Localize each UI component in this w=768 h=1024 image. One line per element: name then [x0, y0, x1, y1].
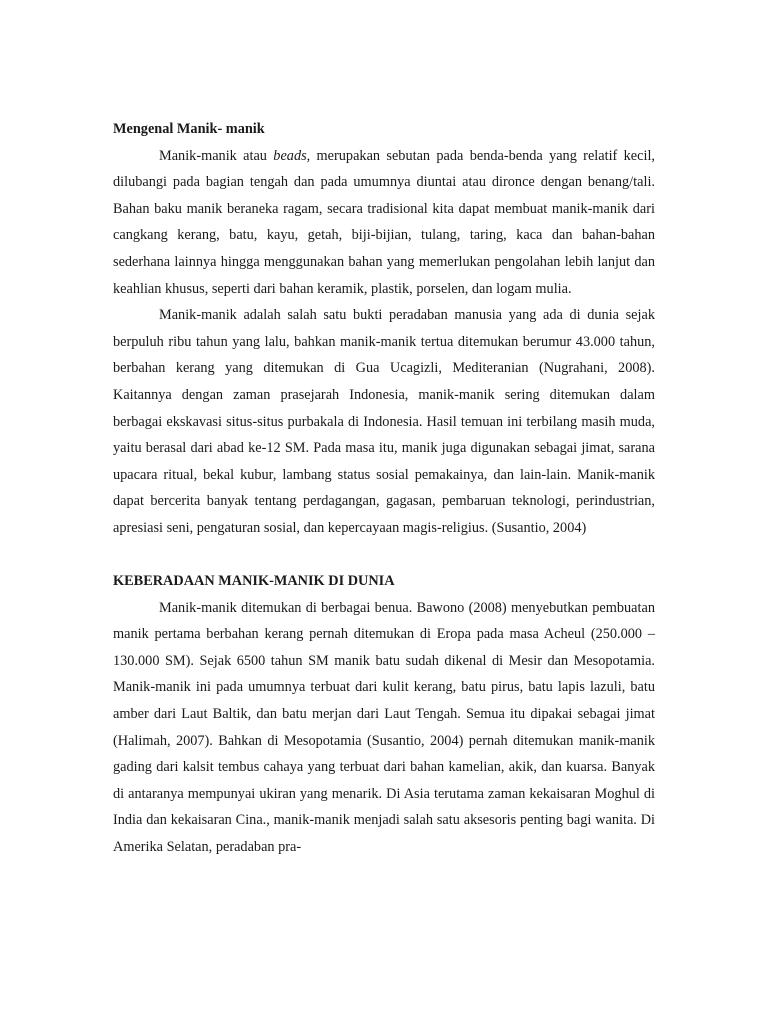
section-heading: KEBERADAAN MANIK-MANIK DI DUNIA: [113, 573, 395, 590]
paragraph-history: Manik-manik adalah salah satu bukti peradaban manusia yang ada di dunia sejak berpuluh ribu tahun yang lalu, bahkan manik-manik tertua ditemukan berumur 43.000 tahun, berbahan kerang yang ditemukan di Gua Ucagizli, Mediteranian (Nugrahani, 2008). Kaitannya dengan zaman prasejarah Indonesia, manik-manik sering ditemukan dalam berbagai ekskavasi situs-situs purbakala di Indonesia. Hasil temuan ini terbilang masih muda, yaitu berasal dari abad ke-12 SM. Pada masa itu, manik juga digunakan sebagai jimat, sarana upacara ritual, bekal kubur, lambang status sosial pemakainya, dan lain-lain. Manik-manik dapat bercerita banyak tentang perdagangan, gagasan, pembaruan teknologi, perindustrian, apresiasi seni, pengaturan sosial, dan kepercayaan magis-religius. (Susantio, 2004): [113, 307, 655, 536]
document-title: Mengenal Manik- manik: [113, 121, 265, 137]
paragraph-intro-start: Manik-manik atau: [159, 147, 274, 164]
document-body: [113, 116, 655, 861]
paragraph-world: Manik-manik ditemukan di berbagai benua. Bawono (2008) menyebutkan pembuatan manik pertama berbahan kerang pernah ditemukan di Eropa pada masa Acheul (250.000 – 130.000 SM). Sejak 6500 tahun SM manik batu sudah dikenal di Mesir dan Mesopotamia. Manik-manik ini pada umumnya terbuat dari kulit kerang, batu pirus, batu lapis lazuli, batu amber dari Laut Baltik, dan batu merjan dari Laut Tengah. Semua itu dipakai sebagai jimat (Halimah, 2007). Bahkan di Mesopotamia (Susantio, 2004) pernah ditemukan manik-manik gading dari kalsit tembus cahaya yang terbuat dari bahan kamelian, akik, dan kuarsa. Banyak di antaranya mempunyai ukiran yang menarik. Di Asia terutama zaman kekaisaran Moghul di India dan kekaisaran Cina., manik-manik menjadi salah satu aksesoris penting bagi wanita. Di Amerika Selatan, peradaban pra-: [113, 599, 655, 856]
italic-term-beads: beads,: [273, 147, 311, 164]
paragraph-intro-rest: merupakan sebutan pada benda-benda yang relatif kecil, dilubangi pada bagian tengah dan pada umumnya diuntai atau dironce dengan benang/tali. Bahan baku manik beraneka ragam, secara tradisional kita dapat membuat manik-manik dari cangkang kerang, batu, kayu, getah, biji-bijian, tulang, taring, kaca dan bahan-bahan sederhana lainnya hingga menggunakan bahan yang memerlukan pengolahan lebih lanjut dan keahlian khusus, seperti dari bahan keramik, plastik, porselen, dan logam mulia.: [113, 147, 655, 297]
paragraph-intro: [113, 143, 655, 303]
